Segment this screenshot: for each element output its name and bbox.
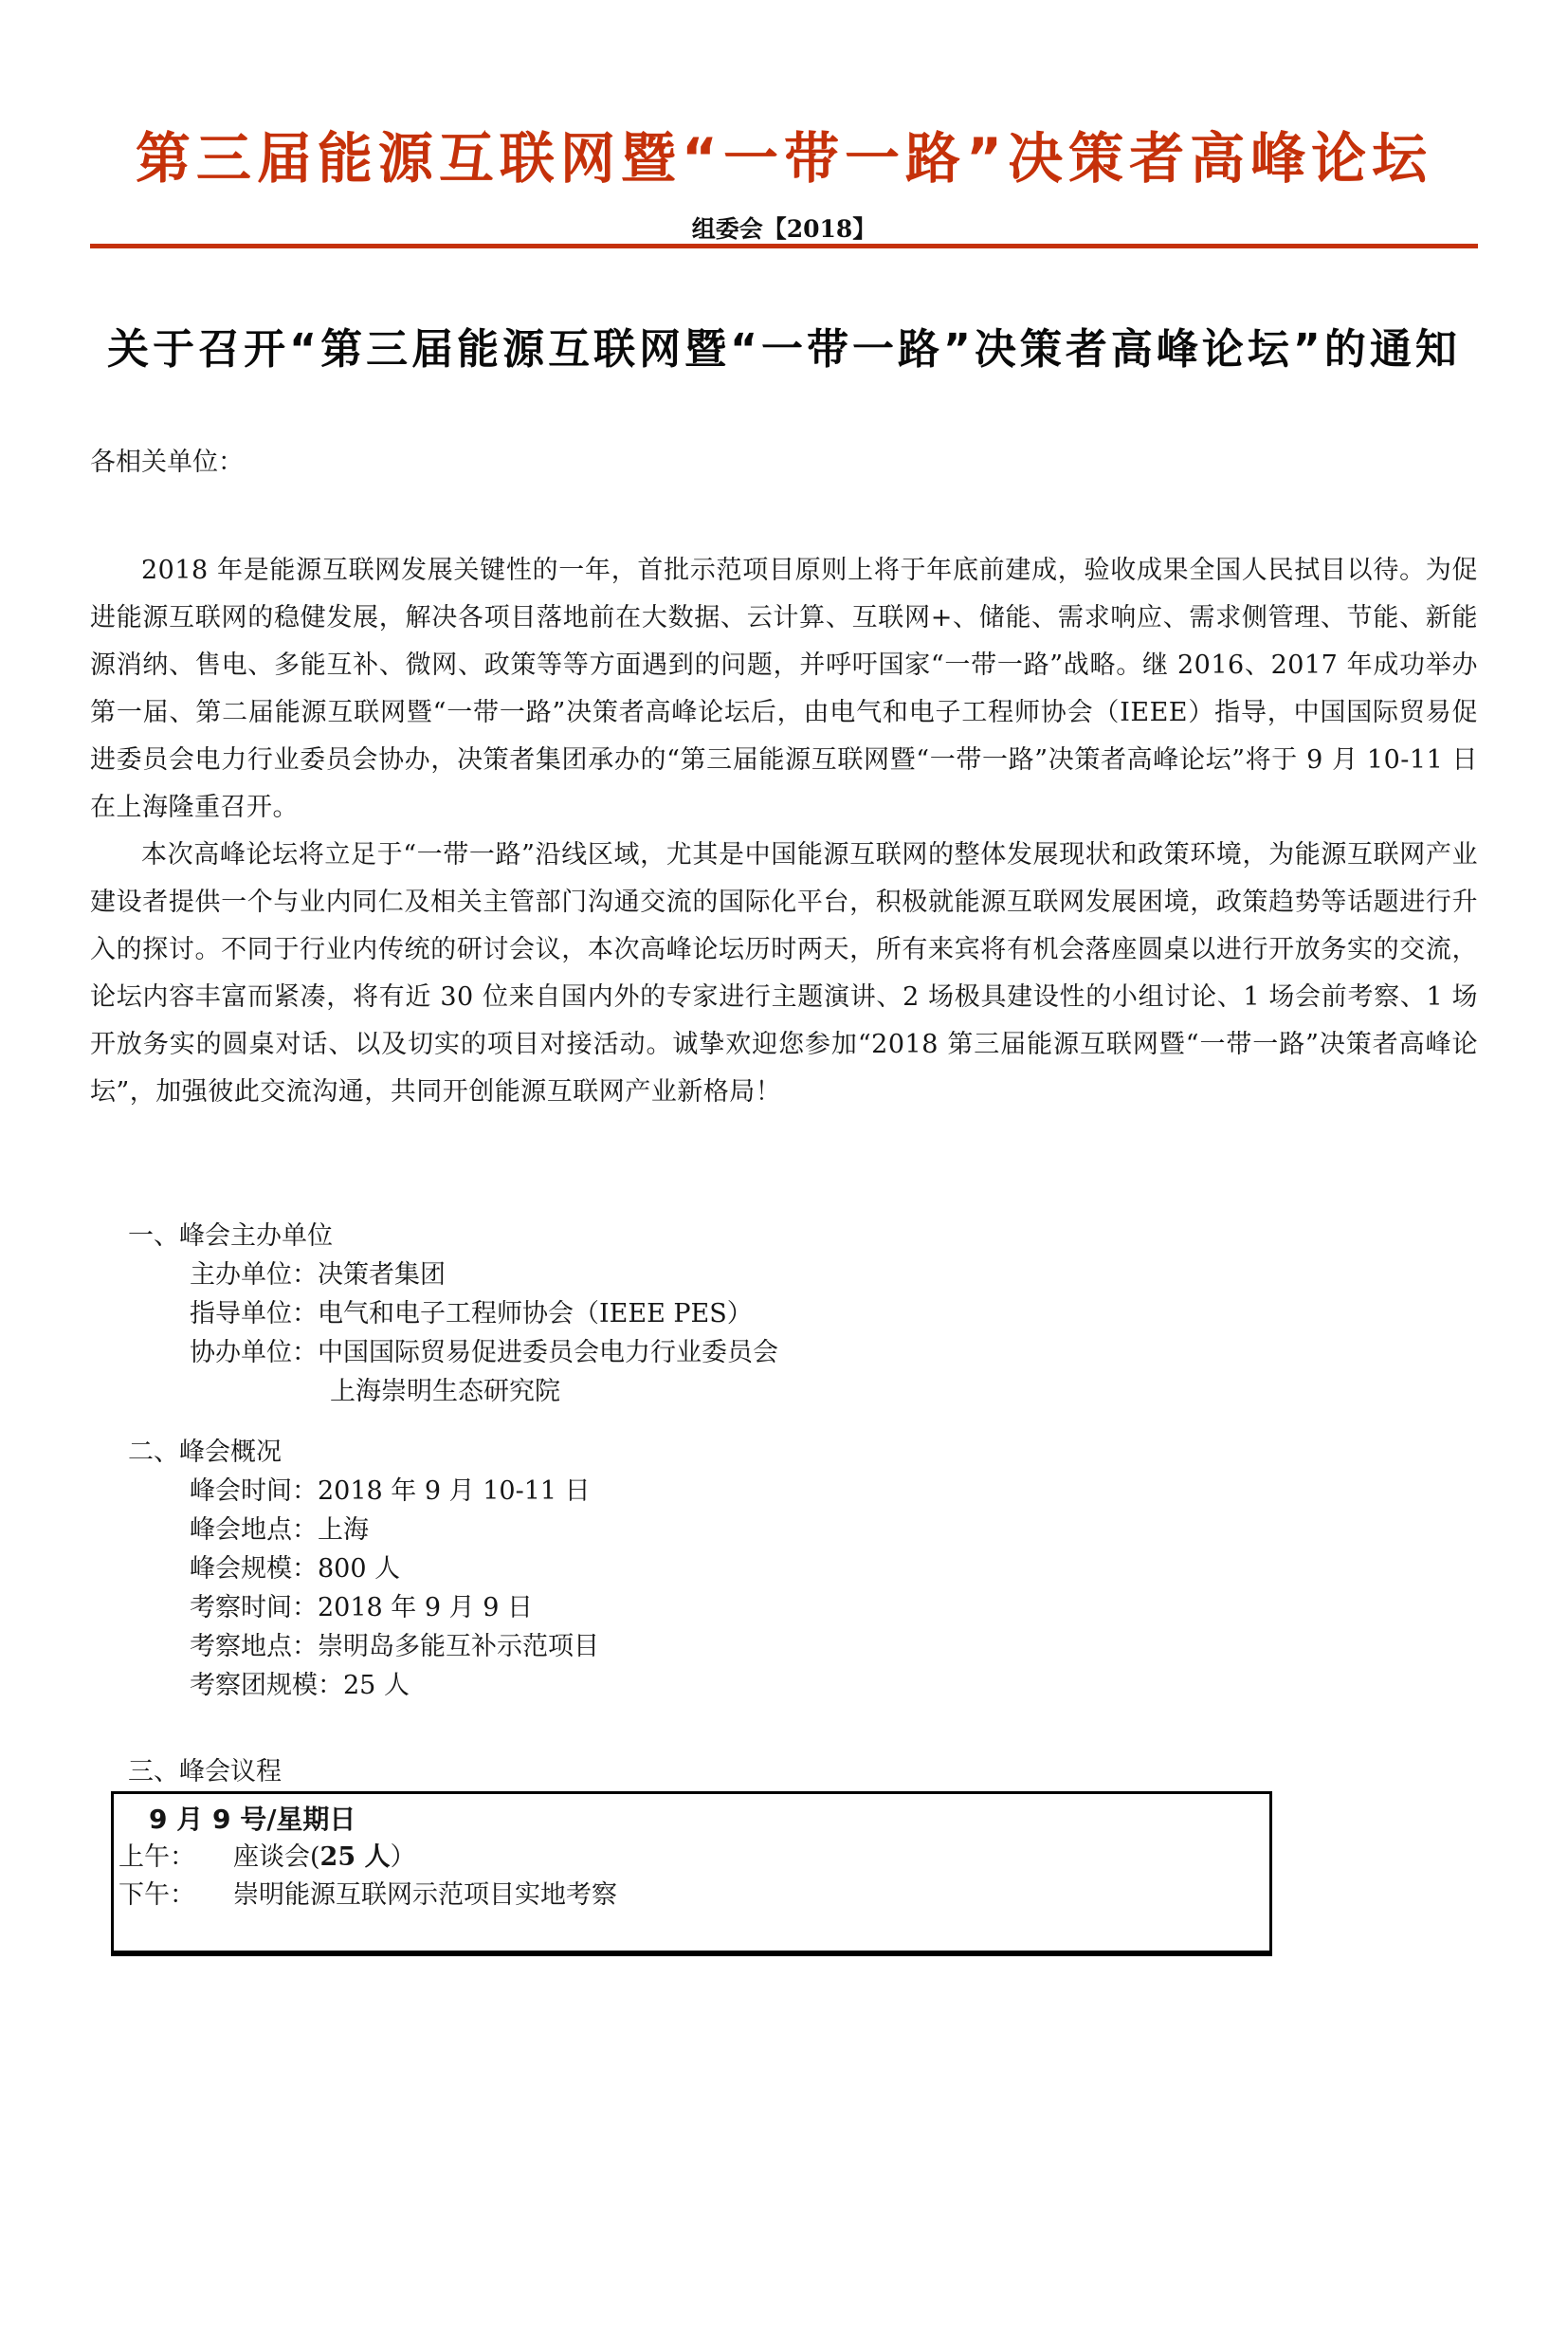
organizer-label: 协办单位： xyxy=(190,1338,318,1367)
overview-label: 考察时间： xyxy=(190,1593,318,1622)
section-agenda-title: 三、峰会议程 xyxy=(128,1757,282,1786)
agenda-row-morning xyxy=(114,1839,1269,1877)
overview-value: 崇明岛多能互补示范项目 xyxy=(318,1632,599,1661)
overview-item xyxy=(90,1666,1478,1705)
organizer-label: 主办单位： xyxy=(190,1260,318,1290)
overview-value: 2018 年 9 月 10-11 日 xyxy=(318,1476,591,1506)
overview-value: 上海 xyxy=(318,1515,369,1545)
letterhead-rule xyxy=(90,244,1478,248)
salutation: 各相关单位： xyxy=(90,448,244,477)
overview-item xyxy=(90,1472,1478,1511)
agenda-activity: 崇明能源互联网示范项目实地考察 xyxy=(233,1880,617,1910)
section-overview xyxy=(90,1433,1478,1705)
agenda-row-afternoon xyxy=(114,1877,1269,1914)
body-paragraph-1: 2018 年是能源互联网发展关键性的一年，首批示范项目原则上将于年底前建成，验收成果全国人民拭目以待。为促进能源互联网的稳健发展，解决各项目落地前在大数据、云计算、互联网+、储能、需求响应、需求侧管理、节能、新能源消纳、售电、多能互补、微网、政策等等方面遇到的问题，并呼吁国家“一带一路”战略。继 2016、2017 年成功举办第一届、第二届能源互联网暨“一带一路”决策者高峰论坛后，由电气和电子工程师协会（IEEE）指导，中国国际贸易促进委员会电力行业委员会协办，决策者集团承办的“第三届能源互联网暨“一带一路”决策者高峰论坛”将于 9 月 10-11 日在上海隆重召开。 xyxy=(90,556,1478,822)
overview-label: 峰会时间： xyxy=(190,1476,318,1506)
overview-value: 800 人 xyxy=(318,1554,401,1584)
organizer-value: 决策者集团 xyxy=(318,1260,446,1290)
issuer-line: 组委会【2018】 xyxy=(691,215,877,243)
overview-label: 考察地点： xyxy=(190,1632,318,1661)
body-paragraph-2: 本次高峰论坛将立足于“一带一路”沿线区域，尤其是中国能源互联网的整体发展现状和政策环境，为能源互联网产业建设者提供一个与业内同仁及相关主管部门沟通交流的国际化平台，积极就能源互联网发展困境，政策趋势等话题进行升入的探讨。不同于行业内传统的研讨会议，本次高峰论坛历时两天，所有来宾将有机会落座圆桌以进行开放务实的交流，论坛内容丰富而紧凑，将有近 30 位来自国内外的专家进行主题演讲、2 场极具建设性的小组讨论、1 场会前考察、1 场开放务实的圆桌对话、以及切实的项目对接活动。诚挚欢迎您参加“2018 第三届能源互联网暨“一带一路”决策者高峰论坛”，加强彼此交流沟通，共同开创能源互联网产业新格局！ xyxy=(90,840,1478,1107)
agenda-date-header: 9 月 9 号/星期日 xyxy=(149,1804,356,1835)
overview-item xyxy=(90,1511,1478,1549)
letterhead xyxy=(90,127,1478,248)
doc-title: 第三届能源互联网暨“一带一路”决策者高峰论坛 xyxy=(135,126,1433,191)
agenda-table xyxy=(111,1791,1272,1956)
overview-label: 峰会规模： xyxy=(190,1554,318,1584)
organizer-value: 中国国际贸易促进委员会电力行业委员会 xyxy=(318,1338,778,1367)
organizer-label: 指导单位： xyxy=(190,1299,318,1328)
organizer-item xyxy=(90,1294,1478,1333)
notice-body xyxy=(90,325,1478,1956)
organizer-value: 电气和电子工程师协会（IEEE PES） xyxy=(318,1299,753,1328)
agenda-activity-text: 座谈会( xyxy=(233,1842,320,1872)
section-organizers xyxy=(90,1217,1478,1411)
notice-heading: 关于召开“第三届能源互联网暨“一带一路”决策者高峰论坛”的通知 xyxy=(107,325,1461,374)
agenda-time-label: 上午： xyxy=(119,1842,195,1872)
overview-label: 考察团规模： xyxy=(190,1671,343,1700)
overview-item xyxy=(90,1549,1478,1588)
overview-value: 2018 年 9 月 9 日 xyxy=(318,1593,533,1622)
overview-item xyxy=(90,1627,1478,1666)
organizer-item xyxy=(90,1333,1478,1372)
organizer-item xyxy=(90,1255,1478,1294)
agenda-activity xyxy=(233,1842,416,1872)
overview-label: 峰会地点： xyxy=(190,1515,318,1545)
organizer-value: 上海崇明生态研究院 xyxy=(330,1377,560,1406)
overview-value: 25 人 xyxy=(343,1671,410,1700)
section-overview-title: 二、峰会概况 xyxy=(128,1438,282,1467)
section-agenda xyxy=(90,1752,1478,1791)
agenda-time-label: 下午： xyxy=(119,1880,195,1910)
document-page xyxy=(0,127,1568,1956)
overview-item xyxy=(90,1588,1478,1627)
agenda-activity-text: ） xyxy=(390,1842,416,1872)
agenda-headcount: 25 人 xyxy=(319,1842,391,1872)
section-organizers-title: 一、峰会主办单位 xyxy=(128,1221,333,1251)
organizer-item-continuation xyxy=(90,1372,1478,1411)
